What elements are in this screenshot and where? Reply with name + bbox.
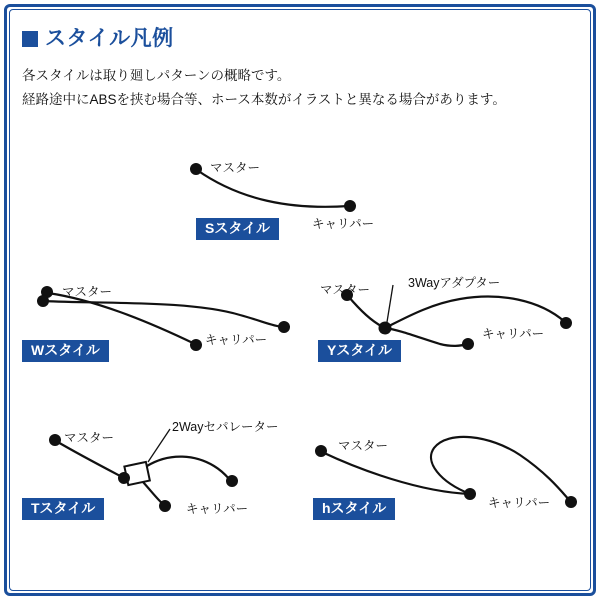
w-style-caliper-node-2 [278,321,290,333]
h-style-hose-1 [322,452,470,494]
s-style-caliper-label: キャリパー [312,217,375,231]
y-style-adapter-leader [387,285,393,322]
description-line-1: 各スタイルは取り廻しパターンの概略です。 [22,68,291,83]
t-style-master-node [49,434,61,446]
h-style-caliper-node-1 [464,488,476,500]
w-style-badge: Wスタイル [22,340,109,362]
w-style-hose-2 [44,301,283,327]
t-style-hose-branch-2 [147,457,231,481]
s-style-hose [197,170,349,207]
y-style-hose-branch-2 [385,297,565,328]
y-style-hose-master [348,296,385,328]
w-style-master-label: マスター [62,285,113,299]
t-style-junction-node [118,472,130,484]
page-title-text: スタイル凡例 [45,27,174,50]
h-style-master-label: マスター [338,439,389,453]
description-line-2: 経路途中にABSを挟む場合等、ホース本数がイラストと異なる場合があります。 [22,92,506,107]
s-style-master-node [190,163,202,175]
t-style-master-label: マスター [64,431,115,445]
w-style-caliper-label: キャリパー [205,333,268,347]
t-style-badge: Tスタイル [22,498,104,520]
t-style-hose-branch-1 [143,482,164,505]
h-style-hose-2 [431,437,570,501]
y-style-badge: Yスタイル [318,340,401,362]
t-style-separator-label: 2Wayセパレーター [172,420,279,434]
h-style-master-node [315,445,327,457]
y-style-adapter-node [379,322,392,335]
y-style-adapter-label: 3Wayアダプター [408,276,501,290]
s-style-master-label: マスター [210,161,261,175]
w-style-caliper-node-1 [190,339,202,351]
y-style-caliper-node-1 [462,338,474,350]
t-style-caliper-label: キャリパー [186,502,249,516]
w-style-master-node-2 [37,295,49,307]
s-style-badge: Sスタイル [196,218,279,240]
t-style-caliper-node-1 [159,500,171,512]
s-style-caliper-node [344,200,356,212]
h-style-caliper-label: キャリパー [488,496,551,510]
t-style-caliper-node-2 [226,475,238,487]
h-style-badge: hスタイル [313,498,395,520]
t-style-hose-master [56,441,124,478]
y-style-caliper-node-2 [560,317,572,329]
y-style-master-label: マスター [320,283,371,297]
y-style-caliper-label: キャリパー [482,327,545,341]
w-style-hose-1 [48,293,195,344]
h-style-caliper-node-2 [565,496,577,508]
